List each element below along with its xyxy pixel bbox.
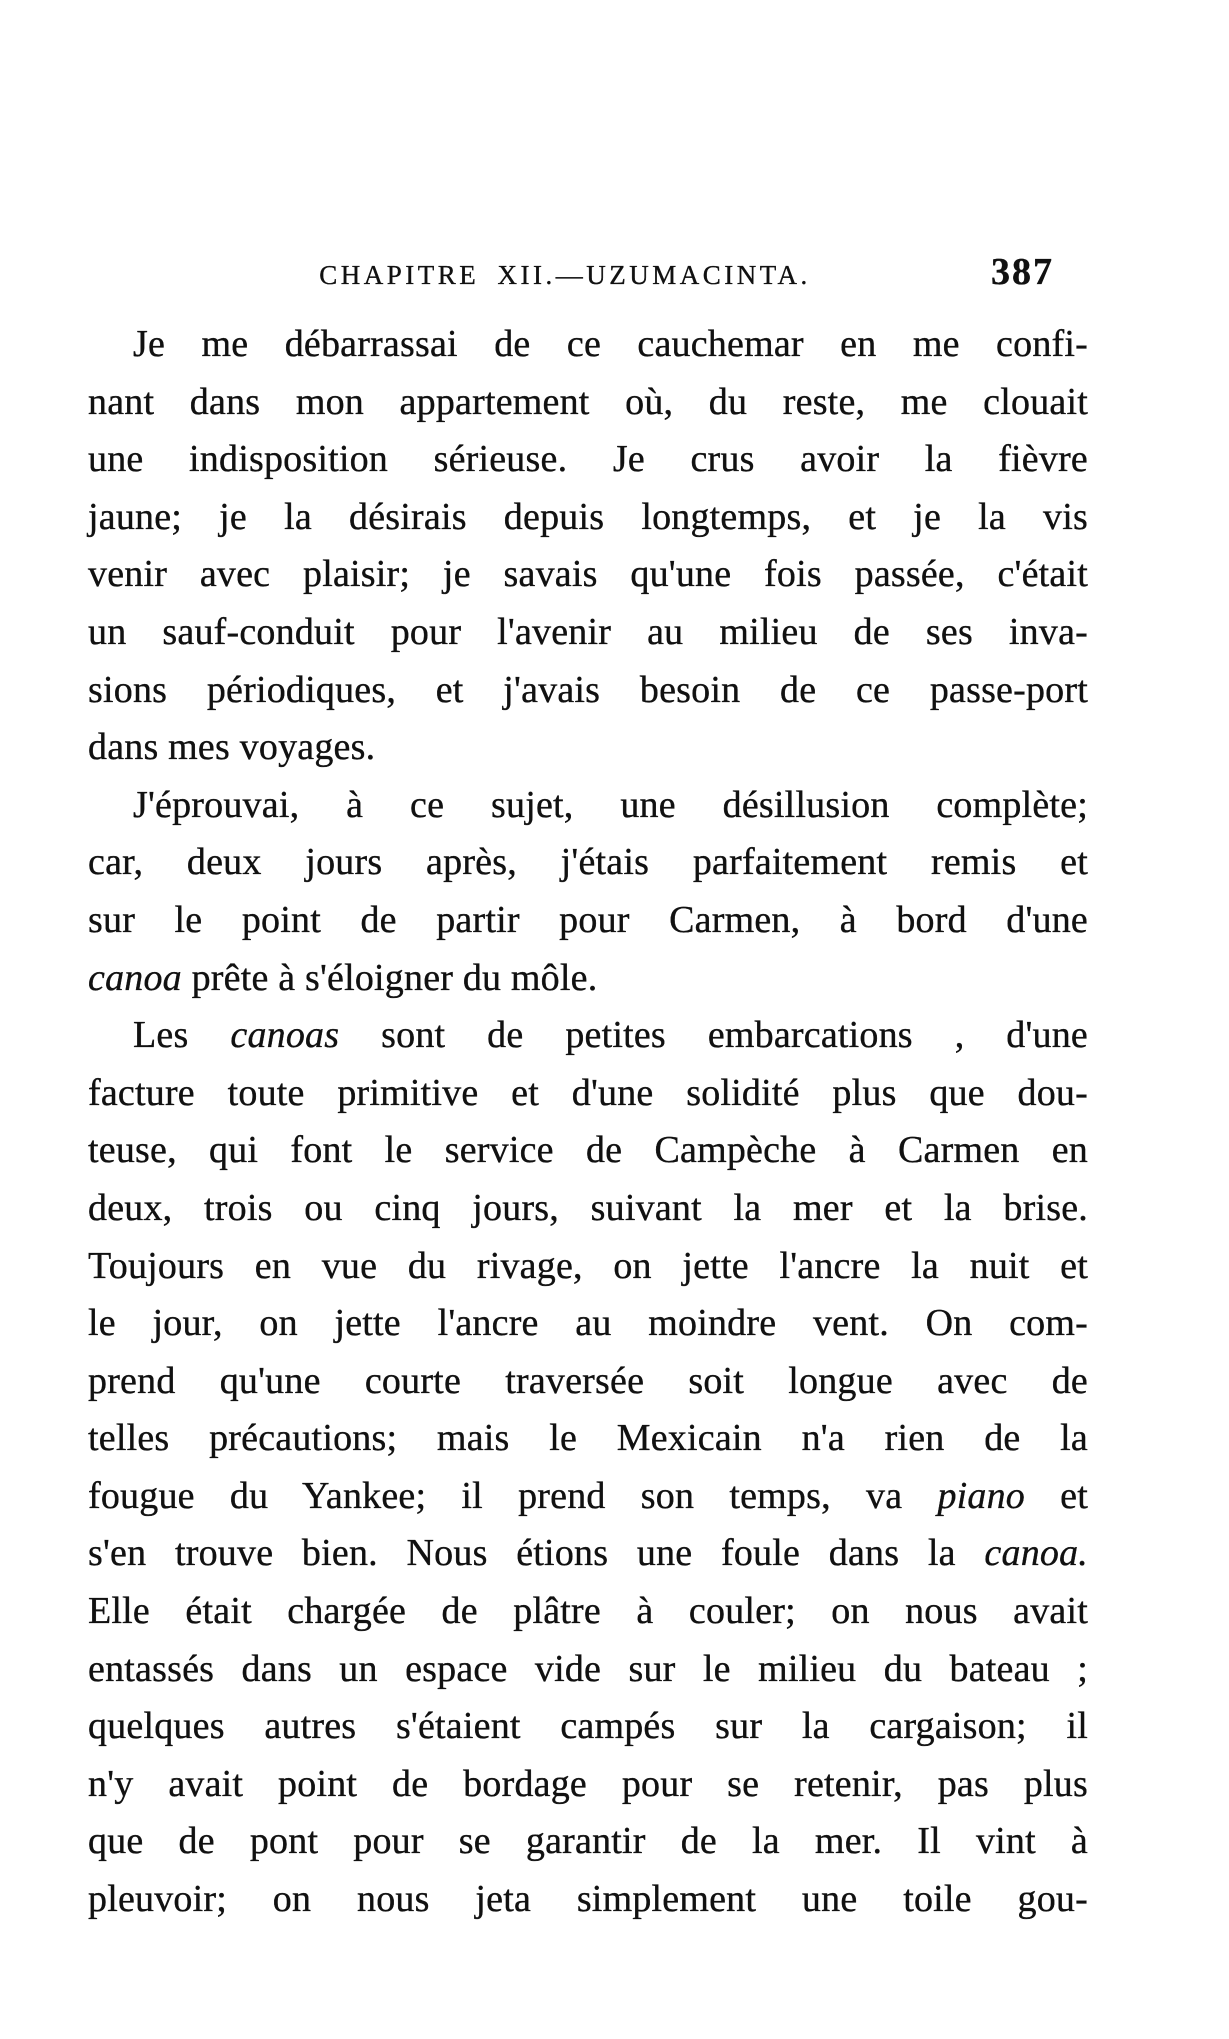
text-line xyxy=(88,489,1088,547)
italic-text-segment: canoa xyxy=(88,956,182,999)
text-segment: n'y avait point de bordage pour se retenir, pas plus xyxy=(88,1762,1088,1805)
text-segment: fougue du Yankee; il prend son temps, va xyxy=(88,1474,938,1517)
italic-text-segment: canoas xyxy=(230,1014,340,1057)
text-segment: J'éprouvai, à ce sujet, une désillusion complète; xyxy=(133,783,1088,826)
text-line xyxy=(88,1065,1088,1123)
text-line xyxy=(88,1410,1088,1468)
text-segment: prend qu'une courte traversée soit longue avec de xyxy=(88,1359,1088,1402)
text-segment: le jour, on jette l'ancre au moindre vent. On com- xyxy=(88,1302,1088,1345)
text-line xyxy=(88,834,1088,892)
text-segment: pleuvoir; on nous jeta simplement une toile gou- xyxy=(88,1878,1088,1921)
text-segment: Je me débarrassai de ce cauchemar en me confi- xyxy=(133,323,1088,365)
body-text xyxy=(88,316,1088,1929)
text-line xyxy=(88,1871,1088,1929)
text-line xyxy=(88,719,1088,777)
text-segment: sur le point de partir pour Carmen, à bord d'une xyxy=(88,898,1088,941)
text-segment: entassés dans un espace vide sur le milieu du bateau ; xyxy=(88,1647,1088,1690)
text-line xyxy=(88,950,1088,1008)
text-line xyxy=(88,1295,1088,1353)
text-segment: que de pont pour se garantir de la mer. Il vint à xyxy=(88,1820,1088,1863)
text-segment: Les xyxy=(133,1014,231,1057)
text-line xyxy=(88,1698,1088,1756)
text-segment: telles précautions; mais le Mexicain n'a rien de la xyxy=(88,1417,1088,1460)
text-line xyxy=(88,604,1088,662)
text-line xyxy=(88,316,1088,374)
text-segment: venir avec plaisir; je savais qu'une fois passée, c'était xyxy=(88,553,1088,596)
text-line xyxy=(88,1353,1088,1411)
text-segment: s'en trouve bien. Nous étions une foule dans la xyxy=(88,1532,985,1575)
text-line xyxy=(88,374,1088,432)
text-line xyxy=(88,1583,1088,1641)
italic-text-segment: piano xyxy=(937,1474,1025,1517)
italic-text-segment: canoa. xyxy=(984,1532,1088,1575)
text-line xyxy=(88,1007,1088,1065)
text-segment: prête à s'éloigner du môle. xyxy=(181,956,598,999)
text-segment: teuse, qui font le service de Campèche à Carmen en xyxy=(88,1129,1088,1172)
text-line xyxy=(88,1813,1088,1871)
text-line xyxy=(88,662,1088,720)
text-segment: un sauf-conduit pour l'avenir au milieu de ses inva- xyxy=(88,610,1088,653)
text-line xyxy=(88,1756,1088,1814)
page-number: 387 xyxy=(991,251,1054,293)
text-line xyxy=(88,892,1088,950)
text-line xyxy=(88,1122,1088,1180)
text-line xyxy=(88,1238,1088,1296)
text-line xyxy=(88,1468,1088,1526)
text-segment: sions périodiques, et j'avais besoin de ce passe-port xyxy=(88,668,1088,711)
text-line xyxy=(88,1180,1088,1238)
text-segment: dans mes voyages. xyxy=(88,726,376,769)
text-segment: quelques autres s'étaient campés sur la cargaison; il xyxy=(88,1705,1088,1748)
text-segment: Elle était chargée de plâtre à couler; on nous avait xyxy=(88,1590,1088,1633)
text-line xyxy=(88,1641,1088,1699)
text-line xyxy=(88,546,1088,604)
text-segment: sont de petites embarcations , d'une xyxy=(339,1014,1088,1057)
text-segment: Toujours en vue du rivage, on jette l'ancre la nuit et xyxy=(88,1244,1088,1287)
chapter-heading: CHAPITRE XII.—UZUMACINTA. xyxy=(319,260,811,290)
text-segment: nant dans mon appartement où, du reste, me clouait xyxy=(88,380,1088,423)
text-segment: deux, trois ou cinq jours, suivant la mer et la brise. xyxy=(88,1186,1088,1229)
text-segment: car, deux jours après, j'étais parfaitement remis et xyxy=(88,841,1088,884)
text-segment: et xyxy=(1025,1474,1088,1517)
text-line xyxy=(88,777,1088,835)
running-head xyxy=(88,251,1088,302)
text-segment: jaune; je la désirais depuis longtemps, et je la vis xyxy=(88,495,1088,538)
text-segment: une indisposition sérieuse. Je crus avoir la fièvre xyxy=(88,438,1088,481)
text-line xyxy=(88,431,1088,489)
text-segment: facture toute primitive et d'une solidité plus que dou- xyxy=(88,1071,1088,1114)
text-line xyxy=(88,1525,1088,1583)
